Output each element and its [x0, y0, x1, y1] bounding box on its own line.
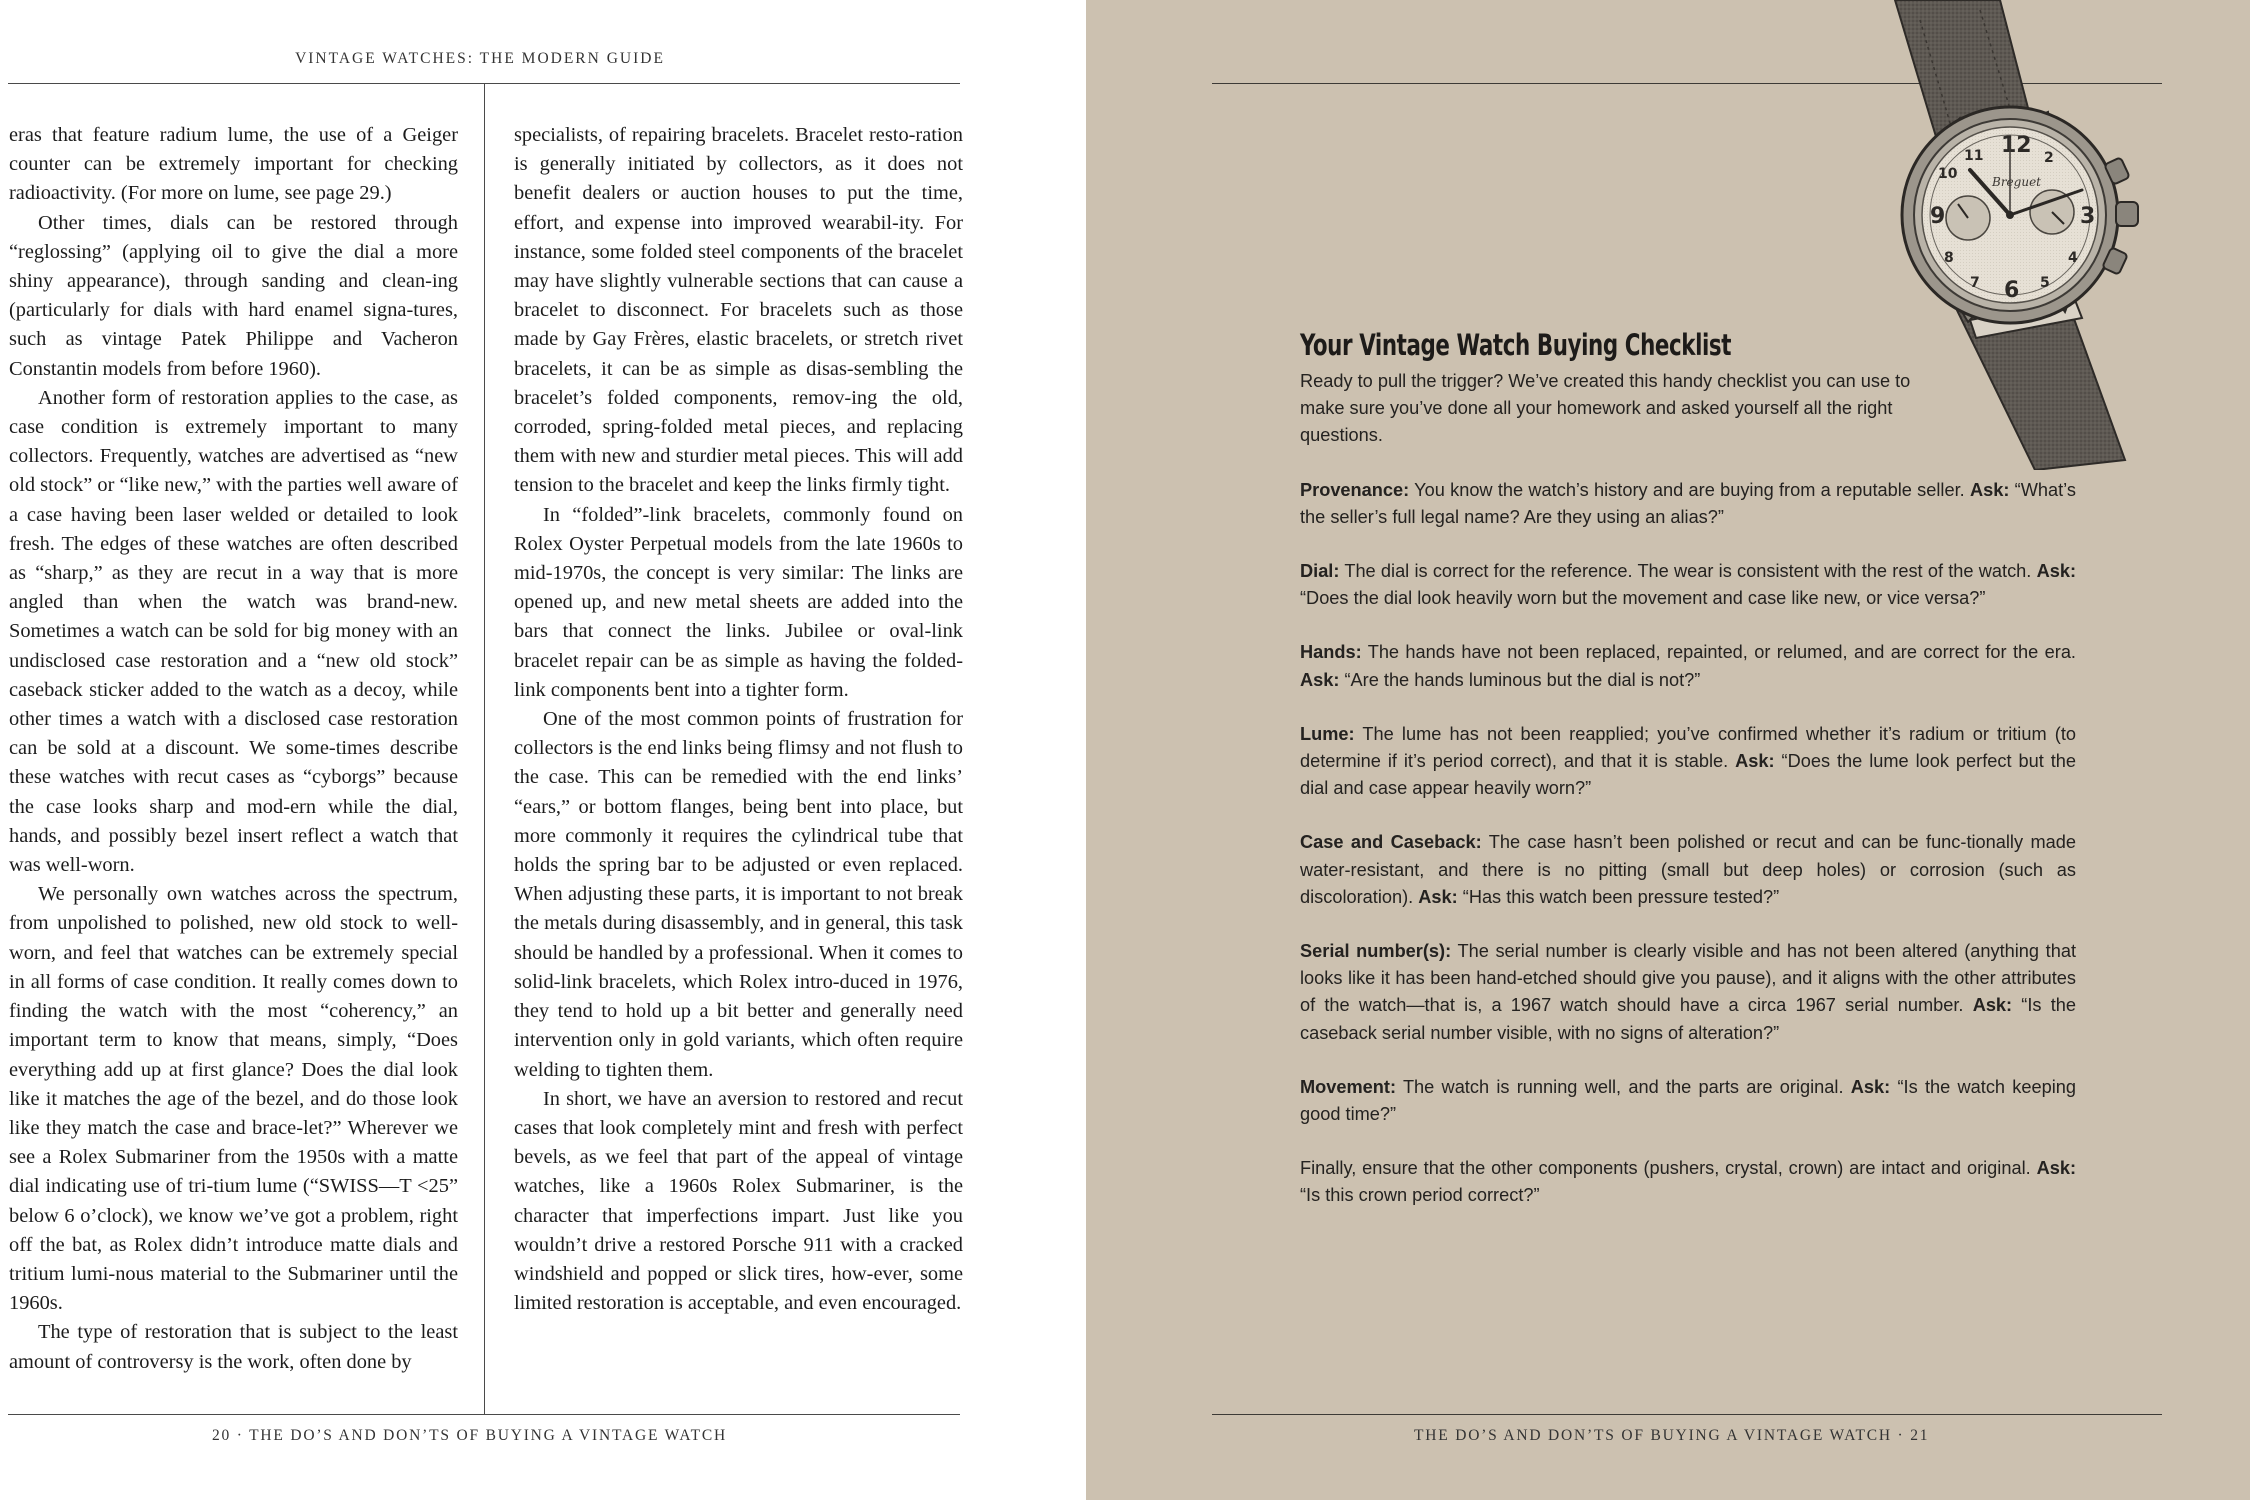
checklist-item-finally: Finally, ensure that the other components (pushers, crystal, crown) are intact and original. Ask: “Is this crown period correct?” — [1300, 1158, 2076, 1206]
text-column-1 — [9, 121, 458, 1377]
text-column-2 — [514, 121, 963, 1318]
checklist-item-movement: Movement: The watch is running well, and the parts are original. Ask: “Is the watch keeping good time?” — [1300, 1076, 2077, 1125]
checklist-intro: Ready to pull the trigger? We’ve created this handy checklist you can use to make sure you’ve done all your homework and asked yourself all the right questions. — [1300, 371, 1911, 446]
checklist-title: Your Vintage Watch Buying Checklist — [1300, 328, 1732, 362]
folio-right: THE DO’S AND DON’TS OF BUYING A VINTAGE WATCH · 21 — [1414, 1427, 1930, 1444]
paragraph: One of the most common points of frustration for collectors is the end links being flimsy and not flush to the case. This can be remedied with the end links’ “ears,” or bottom flanges, being bent into place, but more commonly it requires the cylindrical tube that holds the spring bar to be adjusted or even replaced. When adjusting these parts, it is important to not break the metals during disassembly, and in general, this task should be handled by a professional. When it comes to solid-link bracelets, which Rolex intro-duced in 1976, they tend to hold up a bit better and generally need intervention only in gold variants, which often require welding to tighten them. — [514, 708, 963, 1081]
checklist-item-case-and-caseback: Case and Caseback: The case hasn’t been polished or recut and can be func-tionally made water-resistant, and there is no pitting (small but deep holes) or corrosion (such as discoloration). Ask: “Has this watch been pressure tested?” — [1300, 832, 2076, 907]
bottom-rule-left — [8, 1414, 960, 1415]
folio-left: 20 · THE DO’S AND DON’TS OF BUYING A VINTAGE WATCH — [212, 1427, 728, 1444]
buying-checklist — [1300, 328, 2076, 1237]
checklist-item-provenance: Provenance: You know the watch’s history and are buying from a reputable seller. Ask: “What’s the seller’s full legal name? Are they using an alias?” — [1300, 479, 2076, 527]
dial-numeral: 10 — [1938, 166, 1958, 182]
dial-brand: Breguet — [1992, 175, 2041, 189]
dial-numeral: 2 — [2044, 150, 2054, 166]
paragraph: eras that feature radium lume, the use of a Geiger counter can be extremely important for checking radioactivity. (For more on lume, see page 29.) — [9, 124, 458, 205]
checklist-item-serial-numbers: Serial number(s): The serial number is clearly visible and has not been altered (anything that looks like it has been hand-etched should give you pause), and it aligns with the other attributes of the watch—that is, a 1967 watch should have a circa 1967 serial number. Ask: “Is the caseback serial number visible, with no signs of alteration?” — [1300, 941, 2076, 1043]
bottom-rule-right — [1212, 1414, 2162, 1415]
checklist-item-dial: Dial: The dial is correct for the reference. The wear is consistent with the rest of the watch. Ask: “Does the dial look heavily worn but the movement and case like new, or vice versa?” — [1300, 561, 2076, 609]
dial-numeral: 4 — [2068, 250, 2078, 266]
dial-numeral: 11 — [1964, 148, 1984, 164]
checklist-item-lume: Lume: The lume has not been reapplied; you’ve confirmed whether it’s radium or tritium (to determine if it’s period correct), and that it is stable. Ask: “Does the lume look perfect but the dial and case appear heavily worn?” — [1300, 723, 2076, 799]
paragraph: In “folded”-link bracelets, commonly found on Rolex Oyster Perpetual models from the late 1960s to mid-1970s, the concept is very similar: The links are opened up, and new metal sheets are added into the bars that connect the links. Jubilee or oval-link bracelet repair can be as simple as having the folded-link components bent into a tighter form. — [514, 503, 963, 701]
paragraph: We personally own watches across the spectrum, from unpolished to polished, new old stock to well-worn, and feel that watches can be extremely special in all forms of case condition. It really comes down to finding the watch with the most “coherency,” an important term to know that means, simply, “Does everything add up at first glance? Does the dial look like it matches the age of the bezel, and do those look like they match the case and brace-let?” Wherever we see a Rolex Submariner from the 1950s with a matte dial indicating use of tri-tium lume (“SWISS—T <25” below 6 o’clock), we know we’ve got a problem, right off the bat, as Rolex didn’t introduce matte dials and tritium lumi-nous material to the Submariner until the 1960s. — [9, 883, 458, 1315]
dial-numeral: 3 — [2080, 204, 2096, 229]
paragraph: The type of restoration that is subject to the least amount of controversy is the work, often done by — [9, 1321, 458, 1373]
dial-numeral: 12 — [2001, 133, 2032, 158]
checklist-item-hands: Hands: The hands have not been replaced, repainted, or relumed, and are correct for the era. Ask: “Are the hands luminous but the dial is not?” — [1300, 642, 2076, 690]
dial-numeral: 9 — [1930, 204, 1946, 229]
column-divider — [484, 84, 485, 1414]
dial-numeral: 8 — [1944, 250, 1954, 266]
dial-numeral: 6 — [2004, 278, 2020, 303]
paragraph: specialists, of repairing bracelets. Bracelet resto-ration is generally initiated by collectors, as it does not benefit dealers or auction houses to put the time, effort, and expense into improved wearabil-ity. For instance, some folded steel components of the bracelet may have slightly vulnerable sections that can cause a bracelet to disconnect. For bracelets such as those made by Gay Frères, elastic bracelets, or stretch rivet bracelets, it can be as simple as disas-sembling the bracelet’s folded components, remov-ing the old, corroded, spring-folded metal pieces, and replacing them with new and sturdier metal pieces. This will add tension to the bracelet and keep the links firmly tight. — [514, 124, 963, 497]
paragraph: Other times, dials can be restored through “reglossing” (applying oil to give the dial a more shiny appearance), through sanding and clean-ing (particularly for dials with hard enamel signa-tures, such as vintage Patek Philippe and Vacheron Constantin models from before 1960). — [9, 211, 458, 380]
dial-numeral: 7 — [1970, 275, 1980, 291]
paragraph: Another form of restoration applies to the case, as case condition is extremely important to many collectors. Frequently, watches are advertised as “new old stock” or “like new,” with the parties well aware of a case having been laser welded or detailed to look fresh. The edges of these watches are often described as “sharp,” as they are recut in a way that is more angled than when the watch was brand-new. Sometimes a watch can be sold for big money with an undisclosed case restoration and a “new old stock” caseback sticker added to the watch as a decoy, while other times a watch with a disclosed case restoration can be sold at a discount. We some-times describe these watches with recut cases as “cyborgs” because the case looks sharp and mod-ern while the dial, hands, and possibly bezel insert reflect a watch that was well-worn. — [9, 386, 458, 877]
paragraph: In short, we have an aversion to restored and recut cases that look completely mint and fresh with perfect bevels, as we feel that part of the appeal of vintage watches, like a 1960s Rolex Submariner, is the character that imperfections impart. Just like you wouldn’t drive a restored Porsche 911 with a cracked windshield and popped or slick tires, how-ever, some limited restoration is acceptable, and even encouraged. — [514, 1087, 963, 1315]
running-head: VINTAGE WATCHES: THE MODERN GUIDE — [295, 50, 665, 67]
dial-numeral: 5 — [2040, 275, 2050, 291]
